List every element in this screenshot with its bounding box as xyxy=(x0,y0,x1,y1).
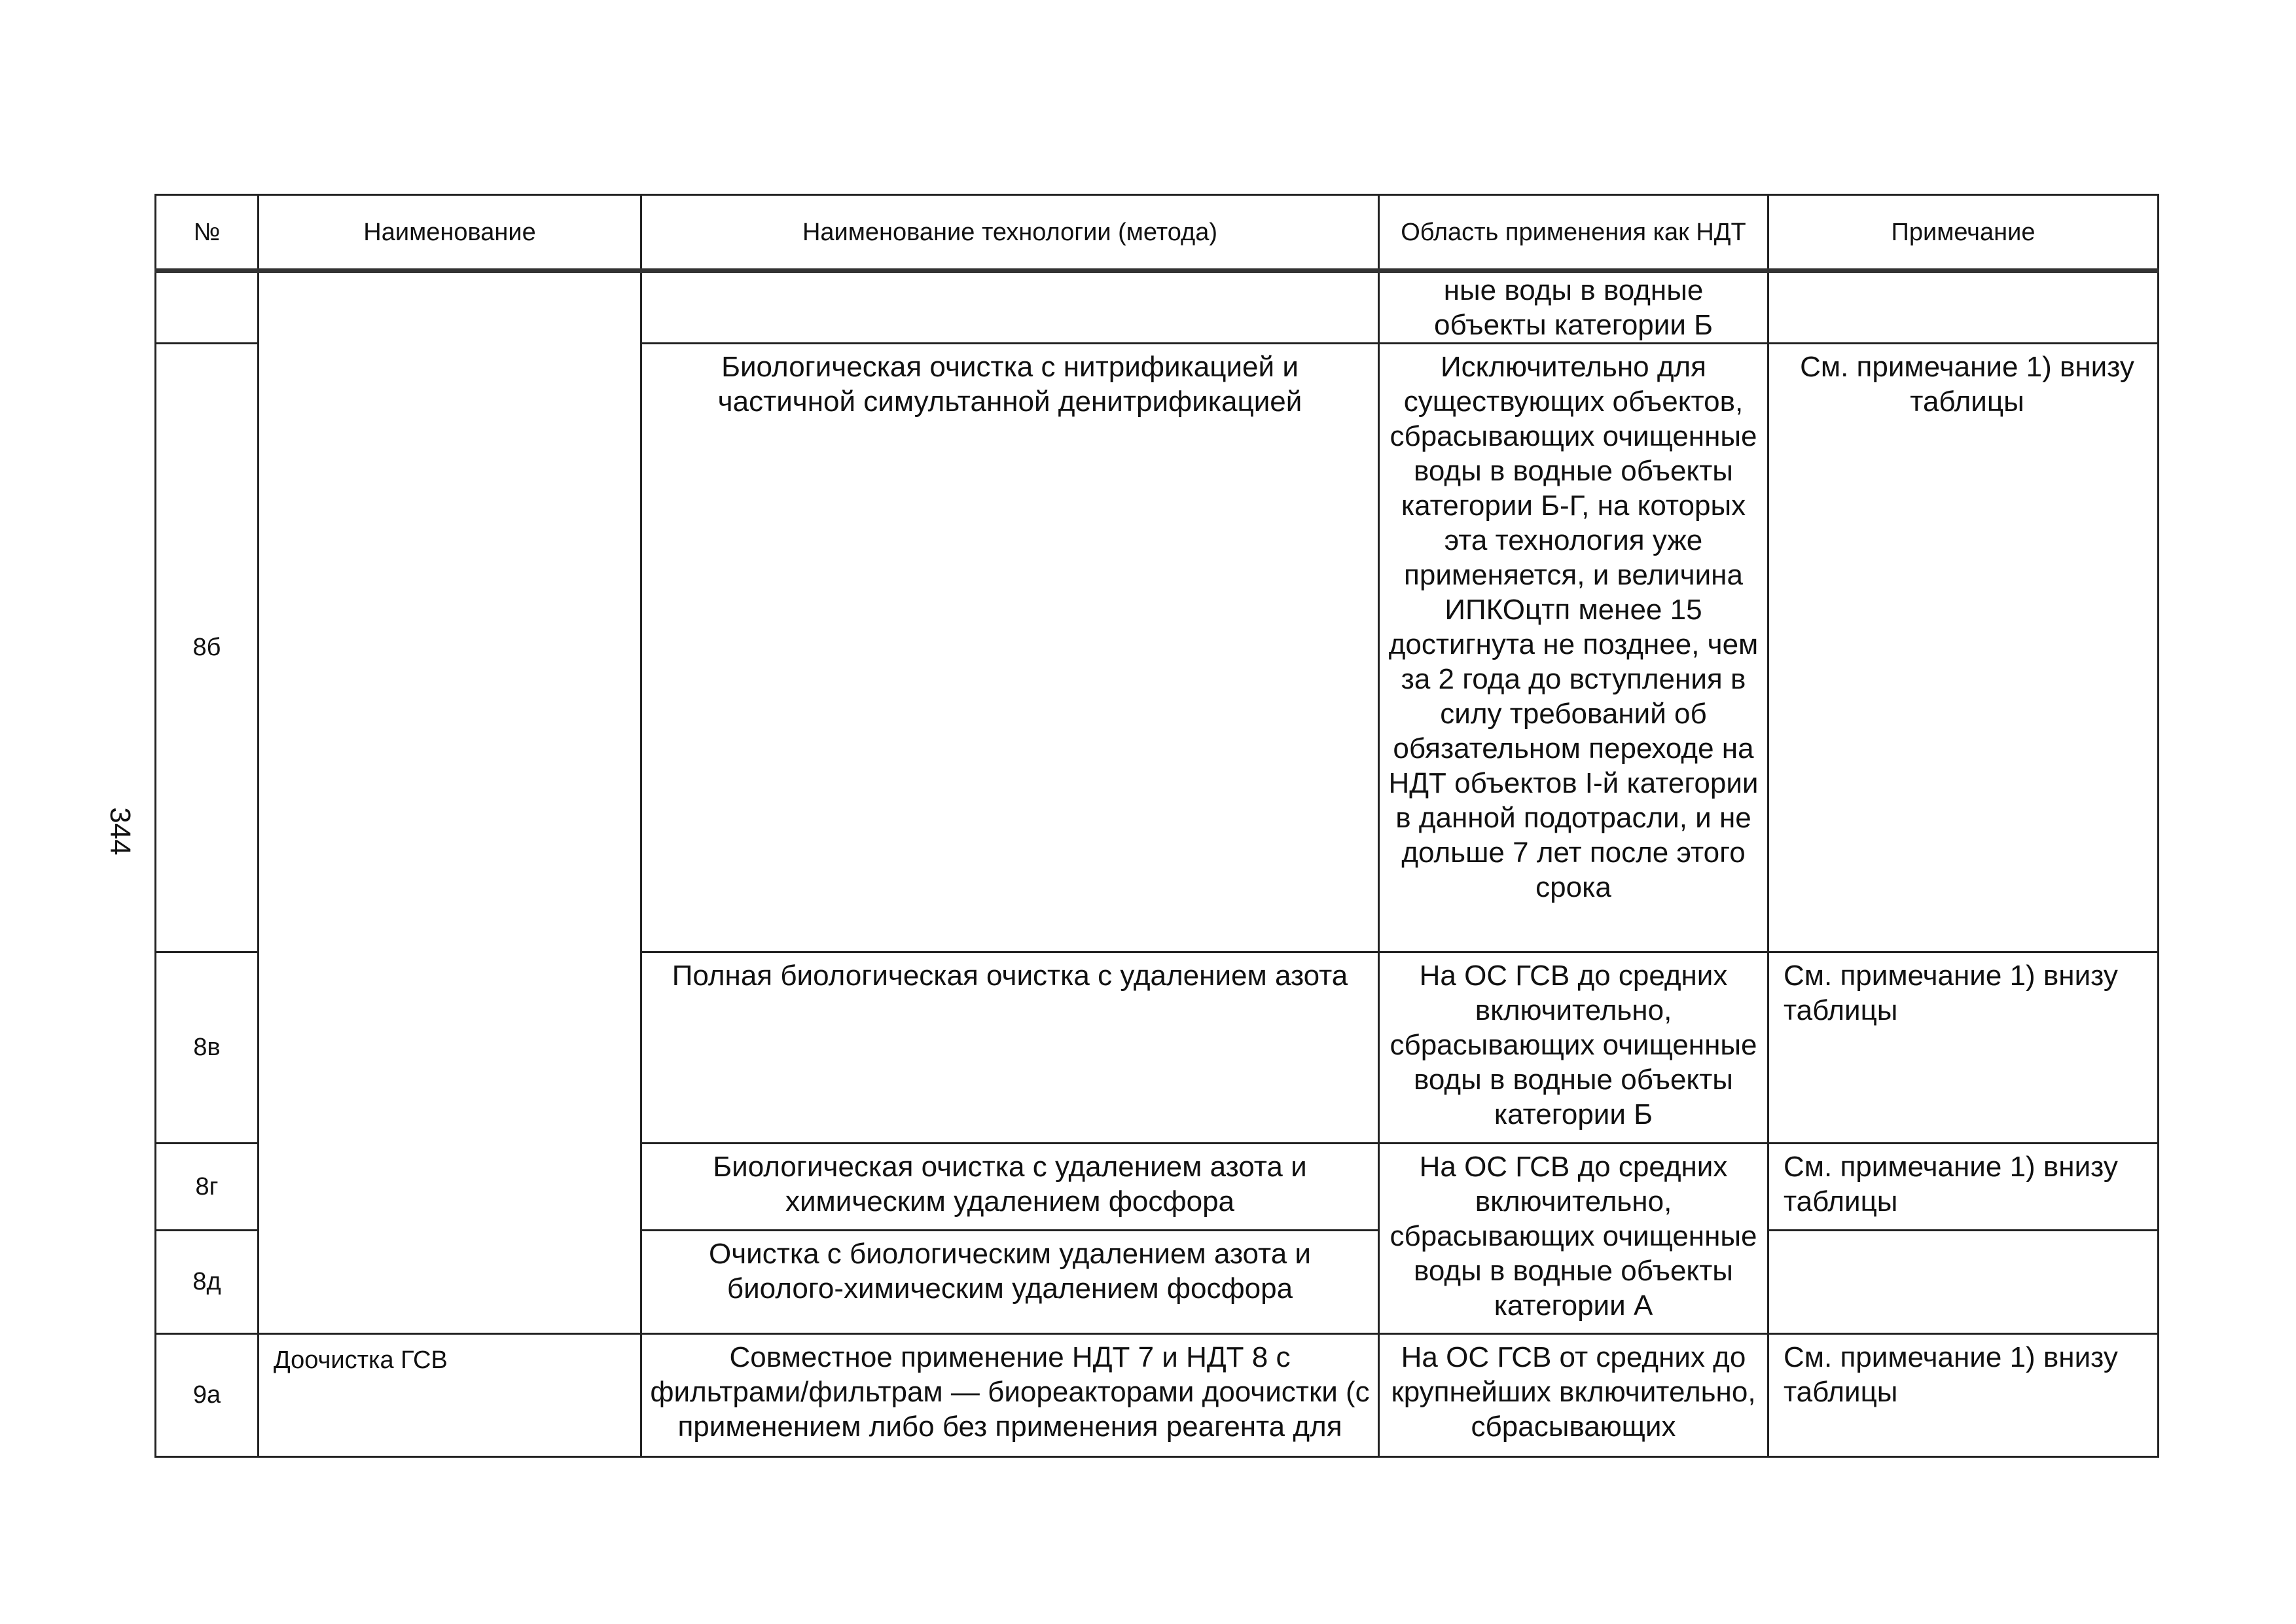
row-num: 9а xyxy=(156,1334,259,1457)
row-num xyxy=(156,271,259,344)
header-area: Область применения как НДТ xyxy=(1379,195,1768,271)
row-num: 8г xyxy=(156,1144,259,1231)
row-technology: Биологическая очистка с нитрификацией и частичной симультанной денитрификацией xyxy=(641,344,1379,952)
row-area: Исключительно для существующих объектов, сбрасывающих очищенные воды в водные объекты категории Б-Г, на которых эта технология уже применяется, и величина ИПКОцтп менее 15 достигнута не позднее, чем за 2 года до вступления в силу требований об обязательном переходе на НДТ объектов I-й категории в данной подотрасли, и не дольше 7 лет после этого срока xyxy=(1379,344,1768,952)
row-num: 8в xyxy=(156,952,259,1144)
row-technology: Биологическая очистка с удалением азота и химическим удалением фосфора xyxy=(641,1144,1379,1231)
header-note: Примечание xyxy=(1768,195,2159,271)
row-note xyxy=(1768,271,2159,344)
ndt-table xyxy=(154,194,2159,1458)
row-note xyxy=(1768,1231,2159,1334)
header-name: Наименование xyxy=(259,195,641,271)
row-area: На ОС ГСВ от средних до крупнейших включительно, сбрасывающих xyxy=(1379,1334,1768,1457)
header-technology: Наименование технологии (метода) xyxy=(641,195,1379,271)
row-name-merged xyxy=(259,271,641,1334)
row-area: На ОС ГСВ до средних включительно, сбрасывающих очищенные воды в водные объекты категории Б xyxy=(1379,952,1768,1144)
row-note: См. примечание 1) внизу таблицы xyxy=(1768,952,2159,1144)
table-header-row xyxy=(156,195,2159,271)
row-note: См. примечание 1) внизу таблицы xyxy=(1768,344,2159,952)
row-note: См. примечание 1) внизу таблицы xyxy=(1768,1334,2159,1457)
page-number: 344 xyxy=(104,807,136,856)
row-technology: Очистка с биологическим удалением азота и биолого-химическим удалением фосфора xyxy=(641,1231,1379,1334)
table-row xyxy=(156,1334,2159,1457)
row-note: См. примечание 1) внизу таблицы xyxy=(1768,1144,2159,1231)
row-technology xyxy=(641,271,1379,344)
table-row xyxy=(156,271,2159,344)
row-area: На ОС ГСВ до средних включительно, сбрасывающих очищенные воды в водные объекты категории А xyxy=(1379,1144,1768,1334)
row-num: 8д xyxy=(156,1231,259,1334)
header-num: № xyxy=(156,195,259,271)
row-num: 8б xyxy=(156,344,259,952)
row-area: ные воды в водные объекты категории Б xyxy=(1379,271,1768,344)
row-technology: Полная биологическая очистка с удалением азота xyxy=(641,952,1379,1144)
row-technology: Совместное применение НДТ 7 и НДТ 8 с фильтрами/фильтрам — биореакторами доочистки (с применением либо без применения реагента для xyxy=(641,1334,1379,1457)
row-name: Доочистка ГСВ xyxy=(259,1334,641,1457)
